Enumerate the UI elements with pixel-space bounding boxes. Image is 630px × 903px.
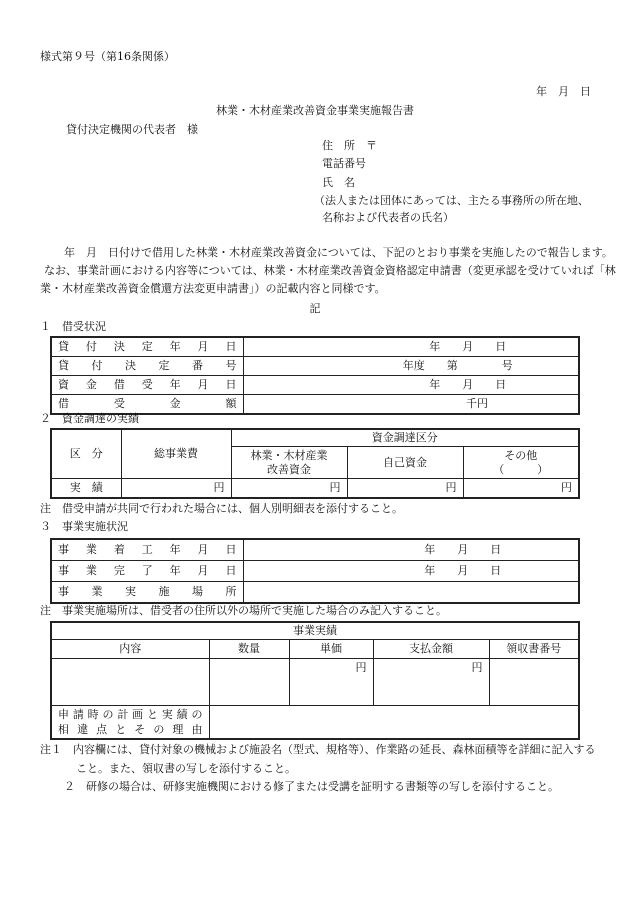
row-label-actual: 実 績 [51,479,121,499]
table-row [51,706,579,740]
ki-heading: 記 [309,302,321,315]
diff-value [209,706,579,740]
cell-receipt-number [489,659,579,706]
cell-fund-yen: 円 [231,479,347,499]
diff-label: 申 請 時 の 計 画 と 実 績 の 相 違 点 と そ の 理 由 [51,706,209,740]
document-title: 林業・木材産業改善資金事業実施報告書 [216,104,414,117]
table-label-cell: 貸 付 決 定 番 号 [51,357,243,376]
cell-quantity [209,659,289,706]
footer-note-2: ２ 研修の場合は、研修実施機関における修了または受講を証明する書類等の写しを添付すること。 [64,780,559,793]
table-value-cell: 年 月 日 [243,337,579,357]
cell-other-yen: 円 [463,479,579,499]
implementation-table [50,538,580,604]
table-row [51,561,579,582]
table-value-cell: 年 月 日 [243,539,579,561]
table-row [51,582,579,604]
postal-mark: 〒 [366,139,377,152]
cell-own-yen: 円 [347,479,463,499]
header-total-cost: 総事業費 [121,429,231,479]
body-paragraph-2b: 業・木材産業改善資金償還方法変更申請書」）の記載内容と同様です。 [40,282,386,295]
table-row [51,479,579,499]
table-value-cell: 年 月 日 [243,376,579,395]
results-table [50,621,580,740]
table-row [51,376,579,395]
table-row [51,659,579,706]
cell-unit-price: 円 [289,659,373,706]
table-label-cell: 貸 付 決 定 年 月 日 [51,337,243,357]
header-improvement-fund: 林業・木材産業 改善資金 [231,447,347,479]
section2-heading: ２ 資金調達の実績 [40,412,139,425]
phone-label: 電話番号 [322,157,366,170]
section1-heading: １ 借受状況 [40,320,106,333]
col-unit-price: 単価 [289,640,373,659]
table-row [51,539,579,561]
body-paragraph-2a: なお、事業計画における内容等については、林業・木材産業改善資金資格認定申請書（変更承認を受けていれば「林 [44,264,616,277]
date-line: 年 月 日 [536,85,591,98]
table-label-cell: 資 金 借 受 年 月 日 [51,376,243,395]
header-kubun: 区 分 [51,429,121,479]
form-number: 様式第９号（第16条関係） [40,50,175,63]
table-label-cell: 借 受 金 額 [51,395,243,415]
table-value-cell: 千円 [243,395,579,415]
section3-note: 注 事業実施場所は、借受者の住所以外の場所で実施した場合のみ記入すること。 [40,604,447,617]
col-receipt-number: 領収書番号 [489,640,579,659]
funding-table [50,428,580,499]
body-paragraph-1: 年 月 日付けで借用した林業・木材産業改善資金については、下記のとおり事業を実施したので報告します。 [64,246,613,259]
corp-note-2: 名称および代表者の氏名） [322,211,454,224]
corp-note-1: （法人または団体にあっては、主たる事務所の所在地、 [314,194,589,207]
loan-status-table [50,336,580,415]
cell-content [51,659,209,706]
cell-payment-amount: 円 [373,659,489,706]
footer-note-1a: 注１ 内容欄には、貸付対象の機械および施設名（型式、規格等）、作業路の延長、森林面積等を詳細に記入する [40,743,596,756]
results-header-main: 事業実績 [51,622,579,640]
col-payment-amount: 支払金額 [373,640,489,659]
table-row [51,337,579,357]
table-value-cell: 年 月 日 [243,561,579,582]
col-content: 内容 [51,640,209,659]
header-funding-breakdown: 資金調達区分 [231,429,579,447]
section2-note: 注 借受申請が共同で行われた場合には、個人別明細表を添付すること。 [40,502,403,515]
table-value-cell [243,582,579,604]
cell-total-yen: 円 [121,479,231,499]
table-row [51,357,579,376]
header-own-fund: 自己資金 [347,447,463,479]
table-label-cell: 事 業 実 施 場 所 [51,582,243,604]
table-label-cell: 事 業 着 工 年 月 日 [51,539,243,561]
section3-heading: ３ 事業実施状況 [40,520,128,533]
table-value-cell: 年度 第 号 [243,357,579,376]
address-label: 住 所 [322,139,355,152]
header-other: その他 （ ） [463,447,579,479]
col-quantity: 数量 [209,640,289,659]
table-label-cell: 事 業 完 了 年 月 日 [51,561,243,582]
addressee: 貸付決定機関の代表者 様 [66,123,198,136]
footer-note-1b: こと。また、領収書の写しを添付すること。 [76,762,296,775]
name-label: 氏 名 [322,176,355,189]
